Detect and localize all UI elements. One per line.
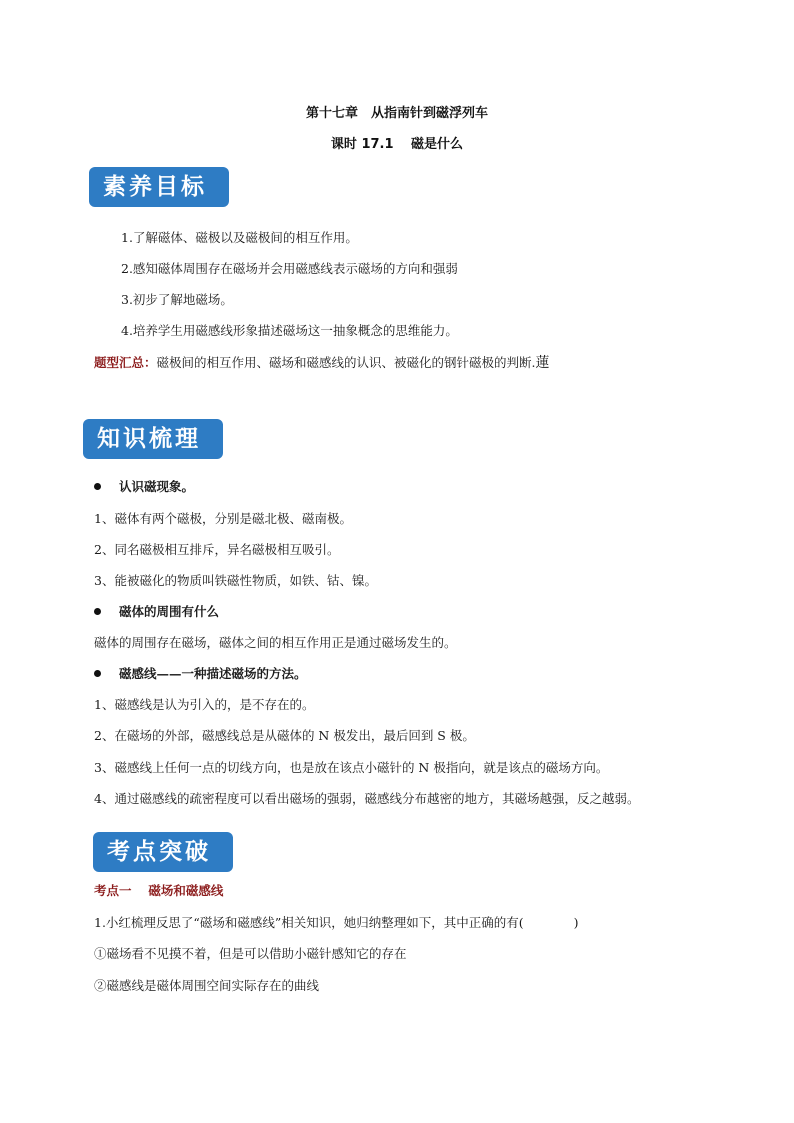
knowledge-bullet	[94, 664, 307, 682]
question-option: ②磁感线是磁体周围空间实际存在的曲线	[94, 978, 320, 993]
bullet-dot-icon	[94, 483, 101, 490]
breakthrough-banner: 考点突破	[93, 832, 233, 872]
summary-mark: 蓮	[535, 355, 550, 371]
bullet-heading: 磁感线——一种描述磁场的方法。	[119, 666, 307, 681]
bullet-dot-icon	[94, 608, 101, 615]
bullet-heading: 磁体的周围有什么	[119, 604, 220, 619]
summary-text: 磁极间的相互作用、磁场和磁感线的认识、被磁化的钢针磁极的判断.	[156, 355, 536, 370]
goals-banner: 素养目标	[89, 167, 229, 207]
summary-label: 题型汇总：	[94, 355, 157, 370]
knowledge-bullet	[94, 477, 194, 495]
knowledge-paragraph: 2、同名磁极相互排斥，异名磁极相互吸引。	[94, 542, 340, 557]
question-stem: 1.小红梳理反思了“磁场和磁感线”相关知识，她归纳整理如下，其中正确的有( )	[94, 915, 579, 930]
lesson-title: 课时 17.1 磁是什么	[330, 137, 464, 152]
goal-item: 4.培养学生用磁感线形象描述磁场这一抽象概念的思维能力。	[121, 323, 458, 338]
goal-item: 1.了解磁体、磁极以及磁极间的相互作用。	[121, 230, 358, 245]
knowledge-paragraph: 4、通过磁感线的疏密程度可以看出磁场的强弱，磁感线分布越密的地方，其磁场越强，反之越弱。	[94, 791, 640, 806]
knowledge-bullet	[94, 602, 219, 620]
bullet-dot-icon	[94, 670, 101, 677]
bullet-heading: 认识磁现象。	[119, 479, 195, 494]
exam-point-title: 考点一 磁场和磁感线	[94, 883, 224, 898]
chapter-title: 第十七章 从指南针到磁浮列车	[305, 106, 488, 121]
goal-item: 2.感知磁体周围存在磁场并会用磁感线表示磁场的方向和强弱	[121, 261, 458, 276]
knowledge-paragraph: 3、磁感线上任何一点的切线方向，也是放在该点小磁针的 N 极指向，就是该点的磁场方向。	[94, 760, 609, 775]
goal-item: 3.初步了解地磁场。	[121, 292, 233, 307]
knowledge-banner: 知识梳理	[83, 419, 223, 459]
knowledge-paragraph: 磁体的周围存在磁场，磁体之间的相互作用正是通过磁场发生的。	[94, 635, 457, 650]
knowledge-paragraph: 2、在磁场的外部，磁感线总是从磁体的 N 极发出，最后回到 S 极。	[94, 728, 475, 743]
knowledge-paragraph: 1、磁感线是认为引入的，是不存在的。	[94, 697, 315, 712]
knowledge-paragraph: 1、磁体有两个磁极，分别是磁北极、磁南极。	[94, 511, 352, 526]
question-type-summary	[94, 352, 550, 372]
knowledge-paragraph: 3、能被磁化的物质叫铁磁性物质，如铁、钴、镍。	[94, 573, 377, 588]
question-option: ①磁场看不见摸不着，但是可以借助小磁针感知它的存在	[94, 946, 407, 961]
